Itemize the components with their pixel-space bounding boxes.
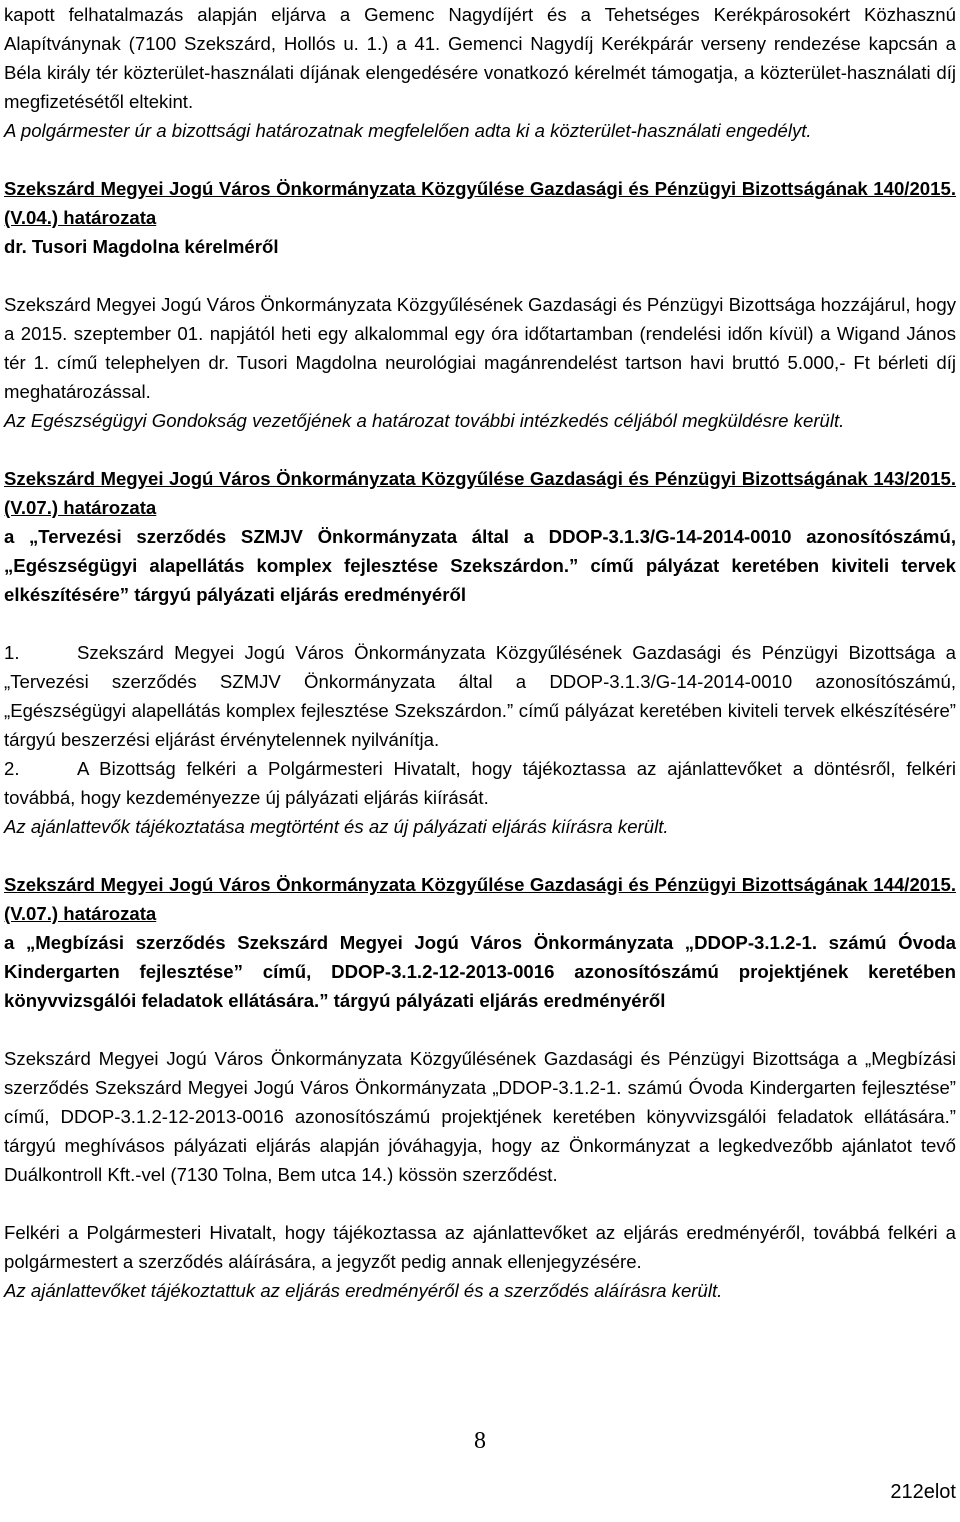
item-text: Szekszárd Megyei Jogú Város Önkormányzata Közgyűlésének Gazdasági és Pénzügyi Bizottsága a „Tervezési szerződés SZMJV Önkormányzata által a DDOP-3.1.3/G-14-2014-0010 azonosítószámú, „Egészségügyi alapellátás komplex fejlesztése Szekszárdon.” című pályázat keretében kiviteli tervek elkészítésére” tárgyú beszerzési eljárást érvénytelennek nyilvánítja. <box>4 642 956 750</box>
resolution-140 <box>4 174 956 435</box>
resolution-144-body: Szekszárd Megyei Jogú Város Önkormányzata Közgyűlésének Gazdasági és Pénzügyi Bizottsága a „Megbízási szerződés Szekszárd Megyei Jogú Város Önkormányzata „DDOP-3.1.2-1. számú Óvoda Kindergarten fejlesztése” című, DDOP-3.1.2-12-2013-0016 azonosítószámú projektjének keretében könyvvizsgálói feladatok ellátására.” tárgyú meghívásos pályázati eljárás alapján jóváhagyja, hogy az Önkormányzat a legkedvezőbb ajánlatot tevő Duálkontroll Kft.-vel (7130 Tolna, Bem utca 14.) kössön szerződést. <box>4 1048 956 1185</box>
resolution-144-subject: a „Megbízási szerződés Szekszárd Megyei Jogú Város Önkormányzata „DDOP-3.1.2-1. számú Óvoda Kindergarten fejlesztése” című, DDOP-3.1.2-12-2013-0016 azonosítószámú projektjének keretében könyvvizsgálói feladatok ellátására.” tárgyú pályázati eljárás eredményéről <box>4 932 956 1011</box>
resolution-143-note: Az ajánlattevők tájékoztatása megtörtént és az új pályázati eljárás kiírásra került. <box>4 816 669 837</box>
resolution-140-body: Szekszárd Megyei Jogú Város Önkormányzata Közgyűlésének Gazdasági és Pénzügyi Bizottsága hozzájárul, hogy a 2015. szeptember 01. napjától heti egy alkalommal egy óra időtartamban (rendelési időn kívül) a Wigand János tér 1. című telephelyen dr. Tusori Magdolna neurológiai magánrendelést tartson havi bruttó 5.000,- Ft bérleti díj meghatározással. <box>4 294 956 402</box>
intro-paragraph: kapott felhatalmazás alapján eljárva a Gemenc Nagydíjért és a Tehetséges Kerékpárosokért Közhasznú Alapítványnak (7100 Szekszárd, Hollós u. 1.) a 41. Gemenci Nagydíj Kerékpárár verseny rendezése kapcsán a Béla király tér közterület-használati díjának elengedésére vonatkozó kérelmét támogatja, a közterület-használati díj megfizetésétől eltekint. <box>4 4 956 112</box>
document-code: 212elot <box>890 1481 956 1503</box>
spacer <box>4 435 956 464</box>
resolution-140-heading: Szekszárd Megyei Jogú Város Önkormányzata Közgyűlése Gazdasági és Pénzügyi Bizottságának 140/2015. (V.04.) határozata <box>4 178 956 228</box>
resolution-144-body-2: Felkéri a Polgármesteri Hivatalt, hogy tájékoztassa az ajánlattevőket az eljárás eredményéről, továbbá felkéri a polgármestert a szerződés aláírására, a jegyzőt pedig annak ellenjegyzésére. <box>4 1222 956 1272</box>
item-text: A Bizottság felkéri a Polgármesteri Hivatalt, hogy tájékoztassa az ajánlattevőket a döntésről, felkéri továbbá, hogy kezdeményezze új pályázati eljárás kiírását. <box>4 758 956 808</box>
resolution-143 <box>4 464 956 841</box>
document-page <box>4 0 956 1305</box>
resolution-140-subject: dr. Tusori Magdolna kérelméről <box>4 236 279 257</box>
resolution-144 <box>4 870 956 1305</box>
resolution-143-heading: Szekszárd Megyei Jogú Város Önkormányzata Közgyűlése Gazdasági és Pénzügyi Bizottságának 143/2015. (V.07.) határozata <box>4 468 956 518</box>
spacer <box>4 145 956 174</box>
resolution-144-heading: Szekszárd Megyei Jogú Város Önkormányzata Közgyűlése Gazdasági és Pénzügyi Bizottságának 144/2015. (V.07.) határozata <box>4 874 956 924</box>
resolution-143-subject: a „Tervezési szerződés SZMJV Önkormányzata által a DDOP-3.1.3/G-14-2014-0010 azonosítószámú, „Egészségügyi alapellátás komplex fejlesztése Szekszárdon.” című pályázat keretében kiviteli tervek elkészítésére” tárgyú pályázati eljárás eredményéről <box>4 526 956 605</box>
resolution-143-item-1 <box>4 638 956 754</box>
page-number: 8 <box>474 1428 486 1454</box>
resolution-143-item-2 <box>4 754 956 812</box>
item-number: 2. <box>4 758 20 779</box>
intro-note: A polgármester úr a bizottsági határozatnak megfelelően adta ki a közterület-használati engedélyt. <box>4 120 812 141</box>
resolution-140-note: Az Egészségügyi Gondokság vezetőjének a határozat további intézkedés céljából megküldésre került. <box>4 410 845 431</box>
spacer <box>4 841 956 870</box>
resolution-144-note: Az ajánlattevőket tájékoztattuk az eljárás eredményéről és a szerződés aláírásra került. <box>4 1280 723 1301</box>
item-number: 1. <box>4 642 20 663</box>
